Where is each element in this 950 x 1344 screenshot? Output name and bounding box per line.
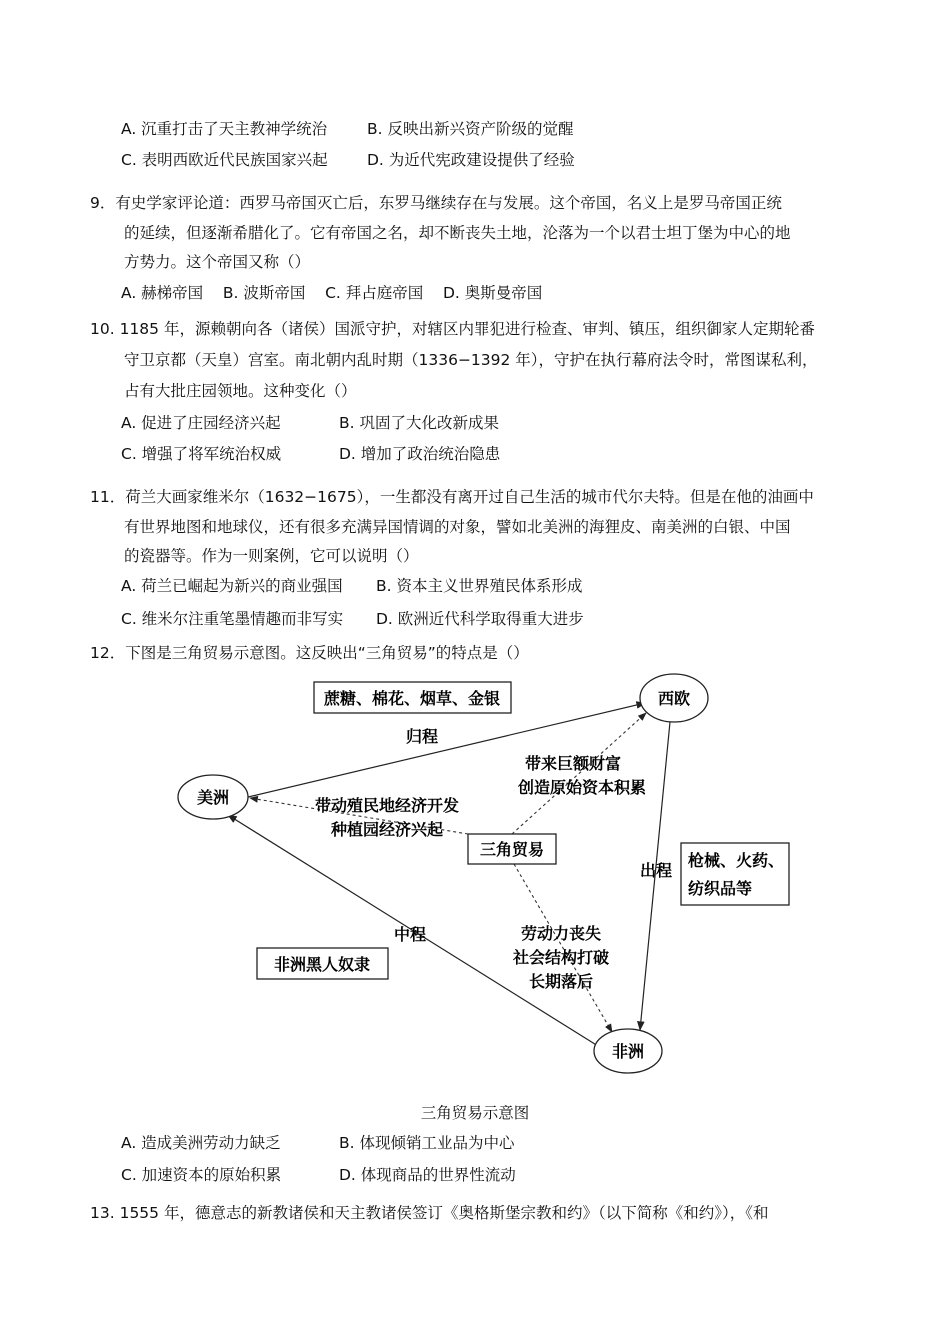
q11-stem-line3: 的瓷器等。作为一则案例，它可以说明（） — [124, 547, 419, 565]
middle-leg-label: 中程 — [393, 925, 427, 944]
q12-stem: 12．下图是三角贸易示意图。这反映出“三角贸易”的特点是（） — [90, 644, 529, 662]
arms-label-2: 纺织品等 — [688, 879, 753, 898]
q9-stem-line3: 方势力。这个帝国又称（） — [124, 253, 311, 271]
q10-option-c: C. 增强了将军统治权威 — [121, 445, 282, 463]
q10-stem-line2: 守卫京都（天皇）宫室。南北朝内乱时期（1336−1392 年），守护在执行幕府法令时，常图谋私利， — [124, 351, 818, 369]
q10-option-a: A. 促进了庄园经济兴起 — [121, 414, 281, 432]
q11-option-b: B. 资本主义世界殖民体系形成 — [376, 577, 583, 595]
arms-label-1: 枪械、火药、 — [688, 851, 785, 870]
q13-stem-line1: 13. 1555 年，德意志的新教诸侯和天主教诸侯签订《奥格斯堡宗教和约》（以下简称《和约》），《和 — [90, 1204, 769, 1222]
slaves-label: 非洲黑人奴隶 — [273, 955, 371, 974]
q8-option-a: A. 沉重打击了天主教神学统治 — [121, 120, 328, 138]
colony-label-1: 带动殖民地经济开发 — [314, 796, 460, 815]
q10-stem-line1: 10. 1185 年，源赖朝向各（诸侯）国派守护，对辖区内罪犯进行检查、审判、镇压，组织御家人定期轮番 — [90, 320, 815, 338]
wealth-label-1: 带来巨额财富 — [524, 754, 622, 773]
q11-stem-line2: 有世界地图和地球仪，还有很多充满异国情调的对象，譬如北美洲的海狸皮、南美洲的白银、中国 — [124, 518, 791, 536]
americas-label: 美洲 — [196, 788, 230, 807]
wealth-label-2: 创造原始资本积累 — [517, 778, 647, 797]
labor-label-3: 长期落后 — [528, 972, 594, 991]
q12-option-c: C. 加速资本的原始积累 — [121, 1166, 282, 1184]
q10-option-d: D. 增加了政治统治隐患 — [339, 445, 501, 463]
q10-stem-line3: 占有大批庄园领地。这种变化（） — [124, 382, 357, 400]
q12-option-b: B. 体现倾销工业品为中心 — [339, 1134, 515, 1152]
q8-option-d: D. 为近代宪政建设提供了经验 — [367, 151, 575, 169]
center-label: 三角贸易 — [479, 840, 545, 859]
colony-label-2: 种植园经济兴起 — [330, 820, 444, 839]
return-leg-label: 归程 — [405, 727, 439, 746]
africa-label: 非洲 — [611, 1042, 645, 1061]
q11-stem-line1: 11．荷兰大画家维米尔（1632−1675），一生都没有离开过自己生活的城市代尔夫特。但是在他的油画中 — [90, 488, 814, 506]
q8-option-b: B. 反映出新兴资产阶级的觉醒 — [367, 120, 574, 138]
q9-stem-line1: 9．有史学家评论道：西罗马帝国灭亡后，东罗马继续存在与发展。这个帝国，名义上是罗马帝国正统 — [90, 194, 782, 212]
dotted-arrow-to-europe — [512, 713, 646, 834]
q10-option-b: B. 巩固了大化改新成果 — [339, 414, 499, 432]
q11-option-a: A. 荷兰已崛起为新兴的商业强国 — [121, 577, 343, 595]
west-europe-label: 西欧 — [657, 689, 691, 708]
goods-label: 蔗糖、棉花、烟草、金银 — [323, 689, 501, 708]
q9-options: A. 赫梯帝国 B. 波斯帝国 C. 拜占庭帝国 D. 奥斯曼帝国 — [121, 284, 543, 302]
labor-label-1: 劳动力丧失 — [520, 924, 602, 943]
q11-option-d: D. 欧洲近代科学取得重大进步 — [376, 610, 584, 628]
q8-option-c: C. 表明西欧近代民族国家兴起 — [121, 151, 328, 169]
labor-label-2: 社会结构打破 — [512, 948, 610, 967]
diagram-caption: 三角贸易示意图 — [420, 1104, 530, 1122]
q11-option-c: C. 维米尔注重笔墨情趣而非写实 — [121, 610, 344, 628]
q12-option-d: D. 体现商品的世界性流动 — [339, 1166, 516, 1184]
q9-stem-line2: 的延续，但逐渐希腊化了。它有帝国之名，却不断丧失土地，沦落为一个以君士坦丁堡为中心的地 — [124, 224, 791, 242]
q12-option-a: A. 造成美洲劳动力缺乏 — [121, 1134, 281, 1152]
outbound-leg-label: 出程 — [639, 861, 673, 880]
